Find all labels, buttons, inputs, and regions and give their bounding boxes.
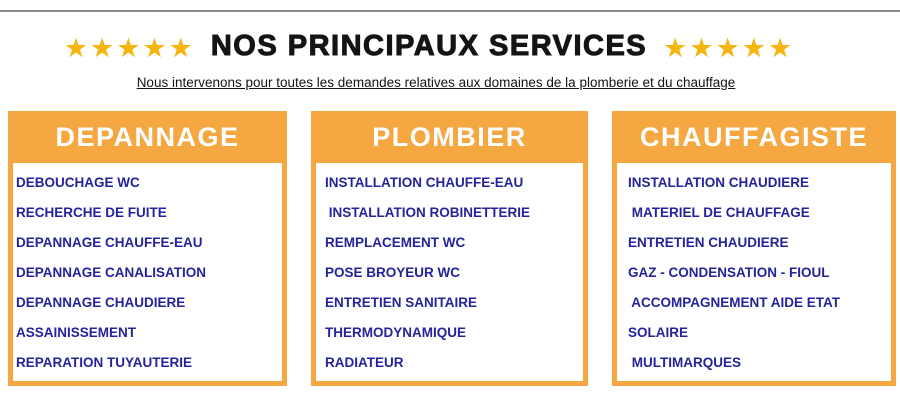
service-item: THERMODYNAMIQUE [325, 324, 466, 340]
star-rating-right-icon: ★★★★★ [663, 32, 795, 63]
service-item: ASSAINISSEMENT [16, 324, 137, 340]
panel-chauffagiste-list [617, 163, 891, 381]
service-item: RADIATEUR [325, 354, 404, 370]
service-item: REPARATION TUYAUTERIE [16, 354, 193, 370]
service-item: ENTRETIEN SANITAIRE [325, 294, 478, 310]
service-item: ENTRETIEN CHAUDIERE [628, 234, 789, 250]
panel-plombier [311, 111, 588, 386]
service-item: INSTALLATION ROBINETTERIE [325, 204, 530, 220]
service-item: DEPANNAGE CHAUFFE-EAU [16, 234, 203, 250]
panel-plombier-list [316, 163, 583, 381]
section-title: NOS PRINCIPAUX SERVICES [210, 30, 648, 62]
service-item: REMPLACEMENT WC [325, 234, 466, 250]
service-item: DEBOUCHAGE WC [16, 174, 140, 190]
panel-depannage-title: DEPANNAGE [55, 121, 240, 152]
service-item: MULTIMARQUES [628, 354, 741, 370]
panel-chauffagiste [612, 111, 896, 386]
service-item: INSTALLATION CHAUFFE-EAU [325, 174, 524, 190]
service-item: POSE BROYEUR WC [325, 264, 461, 280]
panel-depannage-list [13, 163, 282, 381]
service-columns [8, 111, 896, 386]
service-item: DEPANNAGE CANALISATION [16, 264, 207, 280]
star-rating-left-icon: ★★★★★ [63, 32, 195, 63]
panel-chauffagiste-title: CHAUFFAGISTE [639, 121, 868, 152]
service-item: DEPANNAGE CHAUDIERE [16, 294, 186, 310]
service-item: RECHERCHE DE FUITE [16, 204, 167, 220]
section-subtitle: Nous intervenons pour toutes les demandes relatives aux domaines de la plomberie et du chauffage [136, 75, 736, 90]
section-title-row [0, 30, 900, 63]
panel-depannage [8, 111, 287, 386]
top-divider [0, 10, 900, 12]
service-item: GAZ - CONDENSATION - FIOUL [628, 264, 830, 280]
service-item: SOLAIRE [628, 324, 689, 340]
service-item: MATERIEL DE CHAUFFAGE [628, 204, 810, 220]
service-item: ACCOMPAGNEMENT AIDE ETAT [628, 294, 840, 310]
panel-plombier-title: PLOMBIER [372, 121, 527, 152]
section-header [0, 0, 900, 90]
service-item: INSTALLATION CHAUDIERE [628, 174, 809, 190]
